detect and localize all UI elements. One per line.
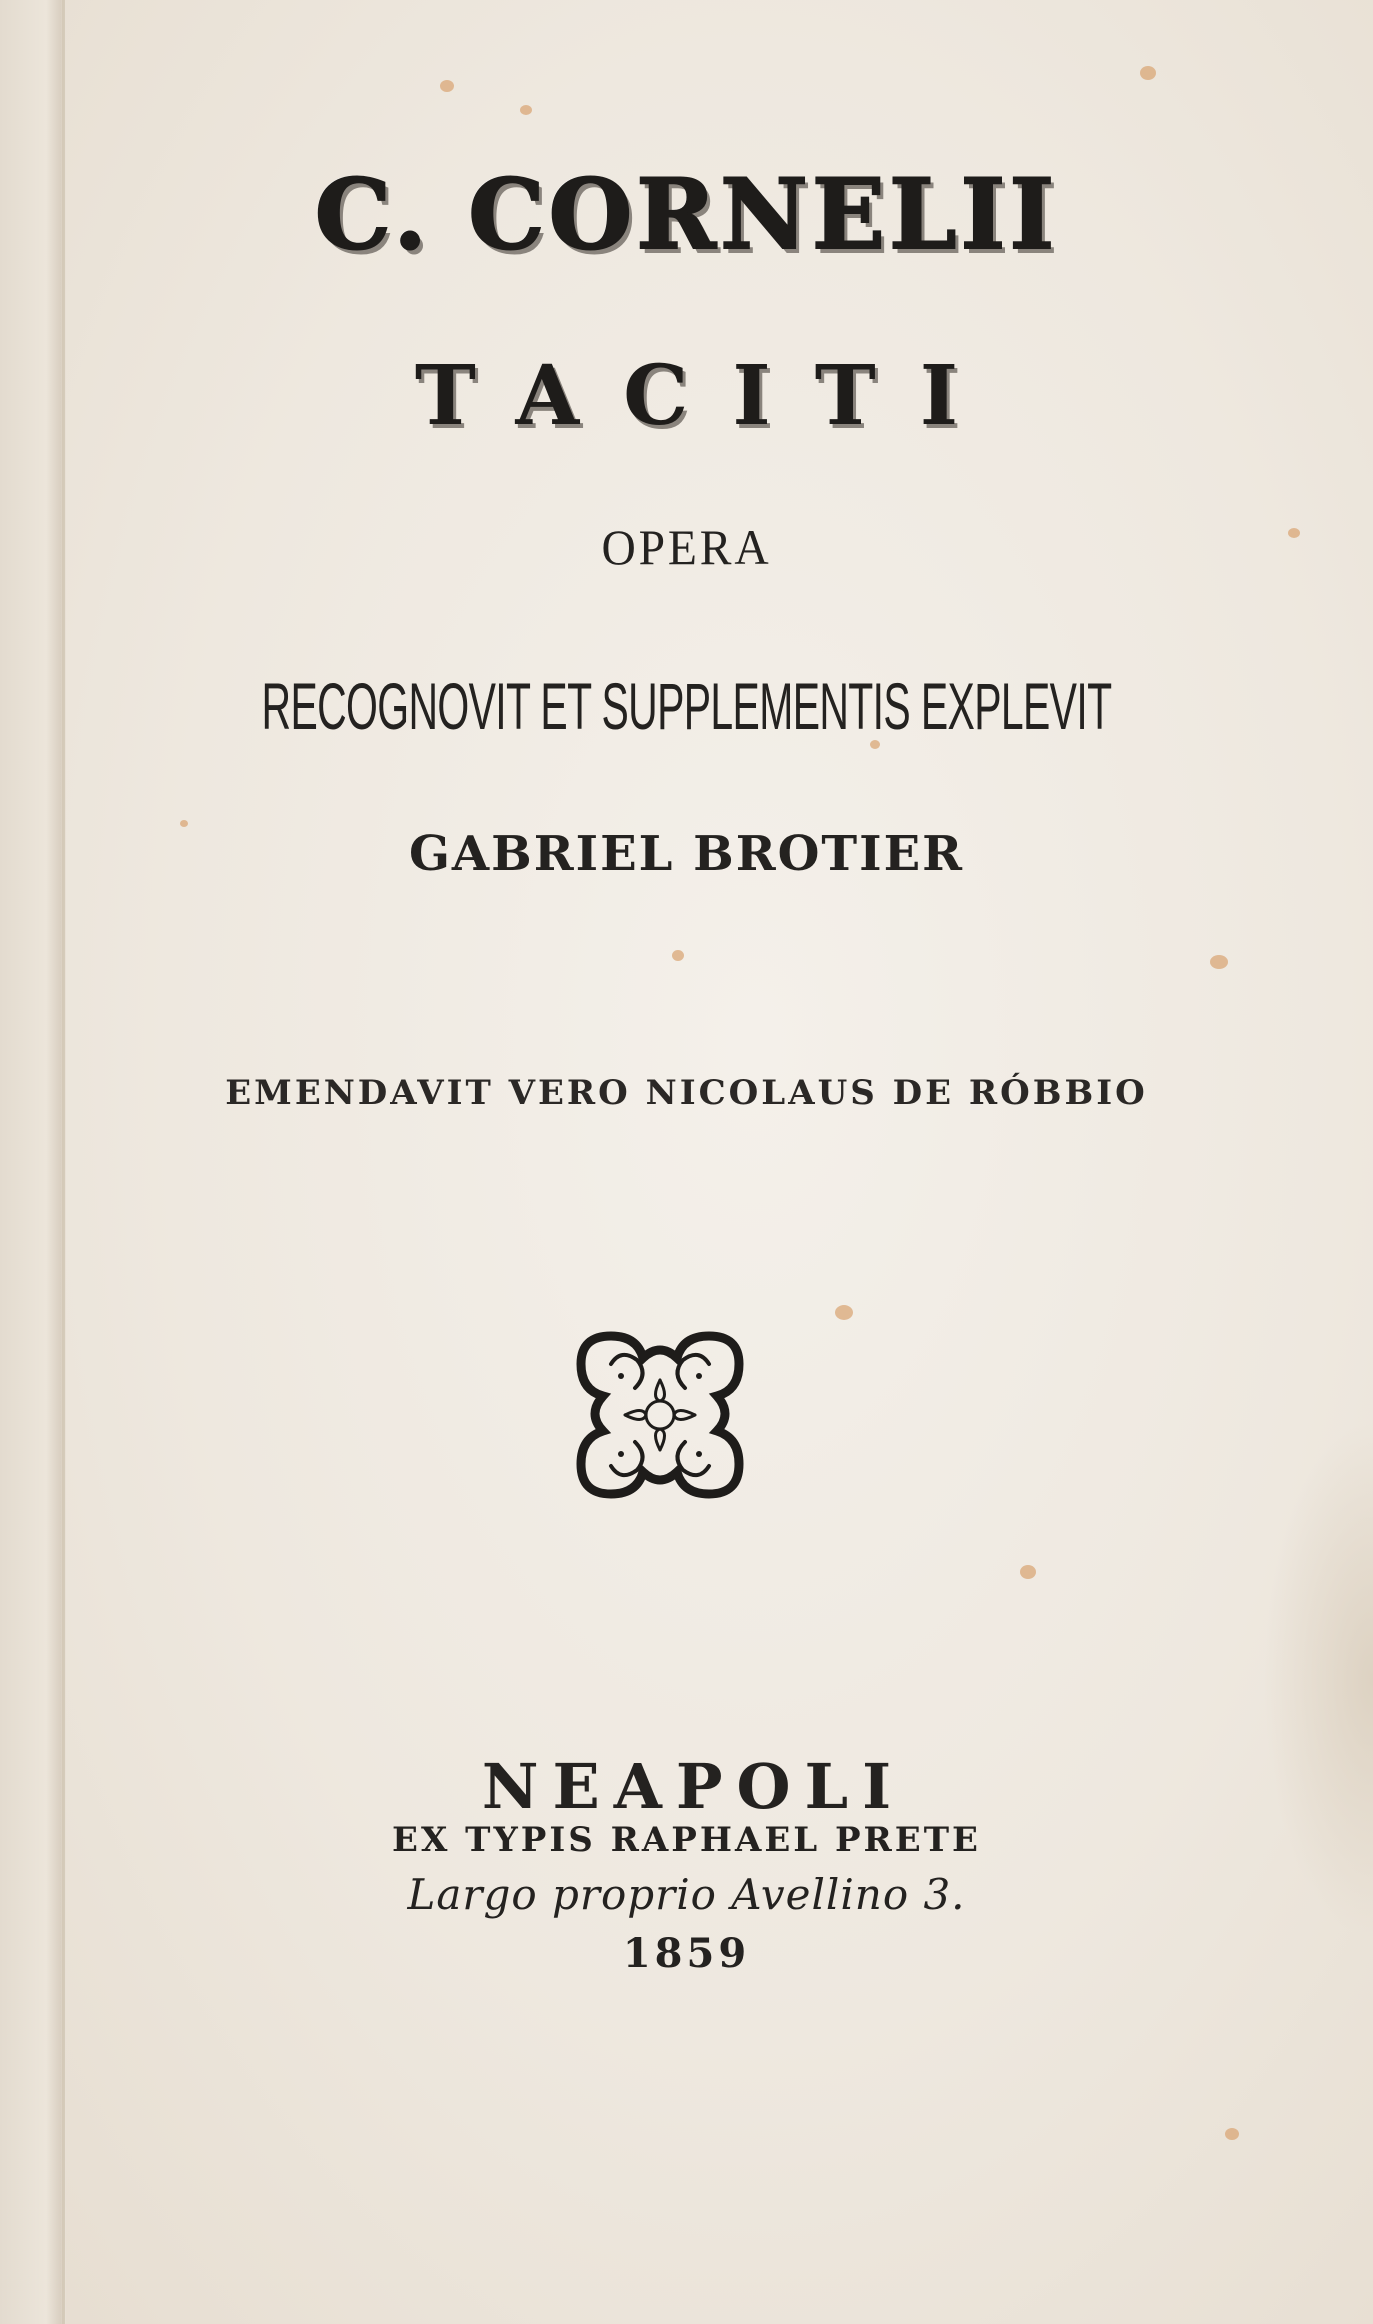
work-title: OPERA	[601, 519, 772, 575]
page-edge-wear	[1263, 1420, 1373, 1940]
foxing-spot	[440, 80, 454, 92]
foxing-spot	[520, 105, 532, 115]
imprint-year: 1859	[622, 1930, 751, 1977]
foxing-spot	[835, 1305, 853, 1320]
editor-statement: RECOGNOVIT ET SUPPLEMENTIS EXPLEVIT	[261, 669, 1112, 743]
imprint-address: Largo proprio Avellino 3.	[407, 1870, 966, 1919]
foxing-spot	[672, 950, 684, 961]
author-name-line-2: TACITI	[414, 348, 1003, 444]
foxing-spot	[1225, 2128, 1239, 2140]
imprint-city: NEAPOLI	[481, 1750, 906, 1823]
emendation-line: EMENDAVIT VERO NICOLAUS DE RÓBBIO	[225, 1073, 1148, 1113]
foxing-spot	[1210, 955, 1228, 969]
foxing-spot	[1020, 1565, 1036, 1579]
imprint-printer: EX TYPIS RAPHAEL PRETE	[392, 1820, 981, 1860]
foxing-spot	[1140, 66, 1156, 80]
printer-ornament-icon	[551, 1308, 769, 1522]
author-name-line-1: C. CORNELII	[314, 158, 1059, 271]
editor-name: GABRIEL BROTIER	[408, 826, 965, 882]
